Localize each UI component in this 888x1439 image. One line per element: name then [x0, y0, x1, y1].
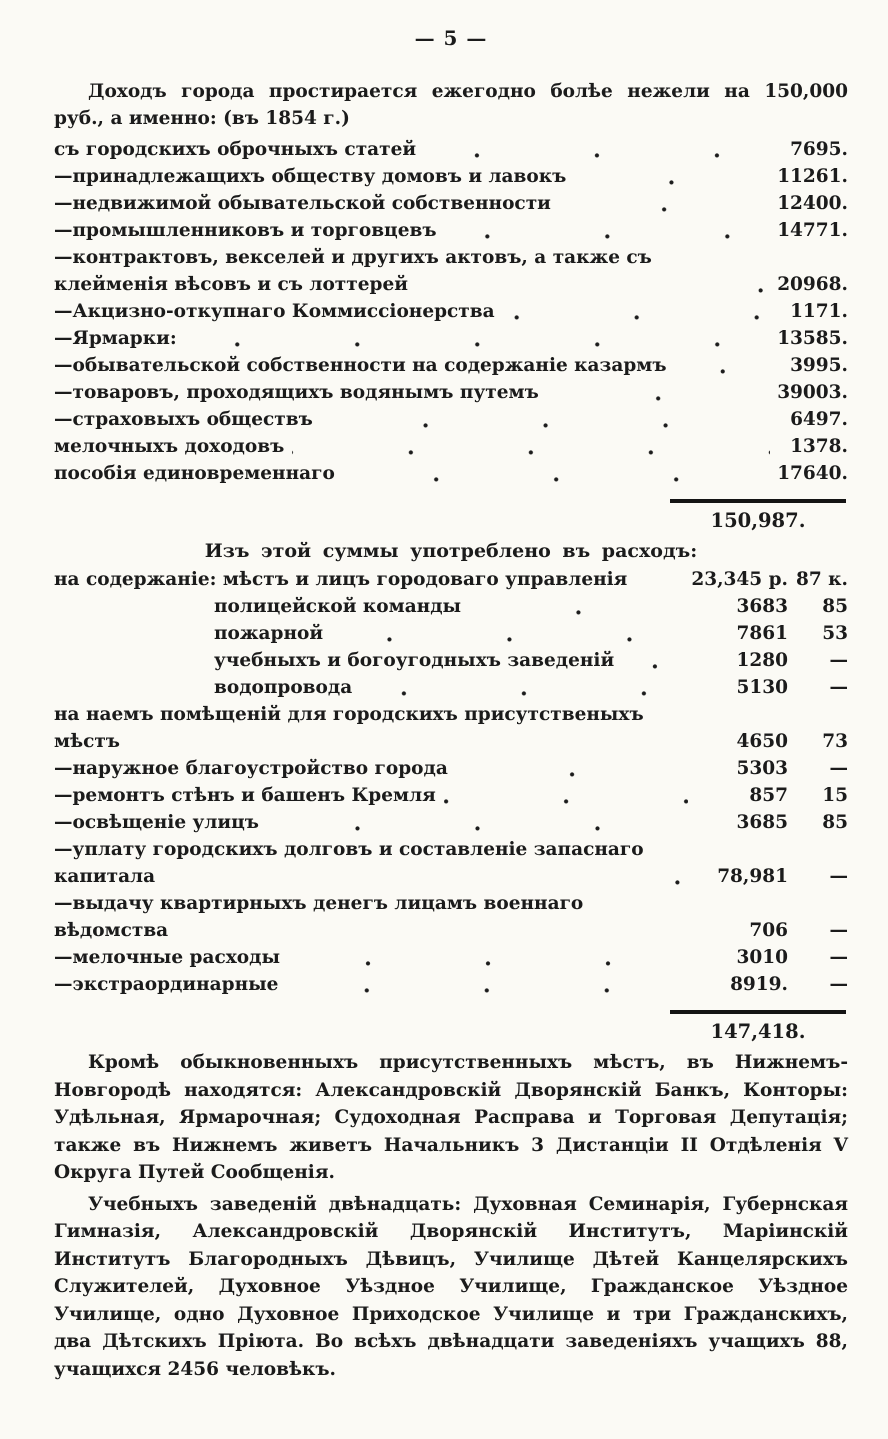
- income-row-value: 17640.: [777, 463, 848, 484]
- income-row-label: —недвижимой обывательской собственности: [54, 193, 551, 214]
- dot-leader: [331, 620, 688, 647]
- dot-leader: [635, 566, 683, 593]
- expense-row: [54, 836, 848, 890]
- income-row-label: —страховыхъ обществъ: [54, 409, 313, 430]
- dot-leader: [752, 271, 769, 298]
- dot-leader: [547, 379, 769, 406]
- income-row-value: 3995.: [790, 355, 848, 376]
- expense-row: [54, 620, 848, 647]
- income-row-label: —контрактовъ, векселей и другихъ актовъ, а также съ клейменія вѣсовъ и съ лоттерей: [54, 247, 652, 295]
- dot-leader: [667, 863, 688, 890]
- income-row-label: —Ярмарки:: [54, 328, 177, 349]
- dot-leader: [288, 944, 688, 971]
- dot-leader: [185, 325, 770, 352]
- dot-leader: [286, 971, 688, 998]
- expense-rubles: 78,981: [717, 866, 788, 887]
- income-row: [54, 460, 848, 487]
- expense-kopecks: 87 к.: [796, 569, 848, 590]
- dot-leader: [456, 755, 688, 782]
- page-number: — 5 —: [414, 26, 488, 50]
- income-row-label: —принадлежащихъ обществу домовъ и лавокъ: [54, 166, 567, 187]
- income-row: [54, 136, 848, 163]
- income-row-value: 11261.: [777, 166, 848, 187]
- dot-leader: [675, 352, 770, 379]
- expense-row-label: полицейской команды: [214, 596, 462, 617]
- dot-leader: [444, 782, 688, 809]
- income-row: [54, 325, 848, 352]
- expense-rubles: 3683: [736, 596, 788, 617]
- expense-kopecks: —: [829, 758, 848, 779]
- expense-row: [54, 890, 848, 944]
- income-row: [54, 163, 848, 190]
- expense-row-label: водопровода: [214, 677, 353, 698]
- dot-leader: [469, 593, 688, 620]
- income-row-value: 14771.: [777, 220, 848, 241]
- expense-row-label: —освѣщеніе улицъ: [54, 812, 259, 833]
- income-row-label: —Акцизно-откупнаго Коммиссіонерства: [54, 301, 495, 322]
- expense-rubles: 8919.: [730, 974, 788, 995]
- body-paragraph: Учебныхъ заведеній двѣнадцать: Духовная Семинарія, Губернская Гимназія, Александровскій Дворянскій Институтъ, Маріинскій Институтъ Благородныхъ Дѣвицъ, Училище Дѣтей Канцелярскихъ Служителей, Духовное Уѣздное Училище, Гражданское Уѣздное Училище, одно Духовное Приходское Училище и три Гражданскихъ, два Дѣтскихъ Пріюта. Во всѣхъ двѣнадцати заведеніяхъ учащихъ 88, учащихся 2456 человѣкъ.: [54, 1193, 848, 1380]
- income-row-label: съ городскихъ оброчныхъ статей: [54, 139, 417, 160]
- intro-paragraph: Доходъ города простирается ежегодно болѣе нежели на 150,000 руб., а именно: (въ 1854 г.): [54, 81, 848, 129]
- expense-row: [54, 674, 848, 701]
- expense-row: [54, 593, 848, 620]
- expense-kopecks: —: [829, 866, 848, 887]
- expenses-table: [54, 566, 848, 1043]
- expense-rubles: 857: [749, 785, 788, 806]
- income-row: [54, 433, 848, 460]
- expense-kopecks: 73: [822, 731, 848, 752]
- expense-kopecks: —: [829, 650, 848, 671]
- expense-kopecks: —: [829, 677, 848, 698]
- expense-row: [54, 944, 848, 971]
- income-row-label: мелочныхъ доходовъ: [54, 436, 285, 457]
- dot-leader: [666, 917, 688, 944]
- expense-row: [54, 809, 848, 836]
- expense-row-label: на содержаніе: мѣстъ и лицъ городоваго управленія: [54, 569, 628, 590]
- income-row-value: 1171.: [790, 301, 848, 322]
- income-total: 150,987.: [670, 499, 846, 532]
- expense-row-label: —мелочные расходы: [54, 947, 280, 968]
- income-row: [54, 190, 848, 217]
- dot-leader: [267, 809, 688, 836]
- expense-row: [54, 647, 848, 674]
- expense-row-label: на наемъ помѣщеній для городскихъ присутственыхъ мѣстъ: [54, 704, 644, 752]
- expense-row: [54, 755, 848, 782]
- income-row-label: пособія единовременнаго: [54, 463, 335, 484]
- expense-rubles: 23,345 р.: [691, 569, 788, 590]
- expense-row-label: учебныхъ и богоугодныхъ заведеній: [214, 650, 615, 671]
- income-row-value: 39003.: [777, 382, 848, 403]
- expense-row: [54, 701, 848, 755]
- dot-leader: [622, 647, 688, 674]
- expense-kopecks: —: [829, 974, 848, 995]
- expense-row: [54, 566, 848, 593]
- dot-leader: [292, 433, 770, 460]
- dot-leader: [574, 163, 769, 190]
- expense-rubles: 7861: [736, 623, 788, 644]
- expenses-total: 147,418.: [670, 1010, 846, 1043]
- expense-row-label: —уплату городскихъ долговъ и составленіе запаснаго капитала: [54, 839, 644, 887]
- dot-leader: [503, 298, 770, 325]
- dot-leader: [321, 406, 770, 433]
- income-row: [54, 217, 848, 244]
- income-row: [54, 352, 848, 379]
- income-row-value: 13585.: [777, 328, 848, 349]
- body-paragraph: Кромѣ обыкновенныхъ присутственныхъ мѣстъ, въ Нижнемъ-Новгородѣ находятся: Александровскій Дворянскій Банкъ, Конторы: Удѣльная, Ярмарочная; Судоходная Расправа и Торговая Депутація; также въ Нижнемъ живетъ Начальникъ 3 Дистанціи II Отдѣленія V Округа Путей Сообщенія.: [54, 1052, 848, 1183]
- expense-rubles: 3010: [736, 947, 788, 968]
- income-row-value: 6497.: [790, 409, 848, 430]
- dot-leader: [424, 136, 770, 163]
- expense-kopecks: 53: [822, 623, 848, 644]
- expense-row: [54, 971, 848, 998]
- expense-rubles: 1280: [736, 650, 788, 671]
- expense-rubles: 706: [749, 920, 788, 941]
- expense-kopecks: 85: [822, 812, 848, 833]
- expense-rubles: 4650: [736, 731, 788, 752]
- income-row-label: —промышленниковъ и торговцевъ: [54, 220, 437, 241]
- income-row: [54, 406, 848, 433]
- income-table: [54, 136, 848, 532]
- dot-leader: [666, 728, 688, 755]
- dot-leader: [343, 460, 769, 487]
- dot-leader: [559, 190, 769, 217]
- income-row-value: 1378.: [790, 436, 848, 457]
- expense-rubles: 3685: [736, 812, 788, 833]
- income-row-value: 12400.: [777, 193, 848, 214]
- expense-kopecks: 85: [822, 596, 848, 617]
- expense-rubles: 5130: [736, 677, 788, 698]
- income-row-label: —товаровъ, проходящихъ водянымъ путемъ: [54, 382, 539, 403]
- expense-row-label: —экстраординарные: [54, 974, 279, 995]
- expense-row-label: пожарной: [214, 623, 324, 644]
- expense-kopecks: —: [829, 947, 848, 968]
- expense-row: [54, 782, 848, 809]
- income-row-label: —обывательской собственности на содержаніе казармъ: [54, 355, 667, 376]
- income-row-value: 20968.: [777, 274, 848, 295]
- income-row-value: 7695.: [790, 139, 848, 160]
- expenses-header: Изъ этой суммы употреблено въ расходъ:: [204, 540, 698, 562]
- expense-row-label: —выдачу квартирныхъ денегъ лицамъ военнаго вѣдомства: [54, 893, 584, 941]
- expense-row-label: —ремонтъ стѣнъ и башенъ Кремля: [54, 785, 436, 806]
- income-row: [54, 379, 848, 406]
- dot-leader: [445, 217, 770, 244]
- expense-rubles: 5303: [736, 758, 788, 779]
- expense-kopecks: —: [829, 920, 848, 941]
- expense-row-label: —наружное благоустройство города: [54, 758, 448, 779]
- expense-kopecks: 15: [822, 785, 848, 806]
- income-row: [54, 244, 848, 298]
- dot-leader: [360, 674, 688, 701]
- income-row: [54, 298, 848, 325]
